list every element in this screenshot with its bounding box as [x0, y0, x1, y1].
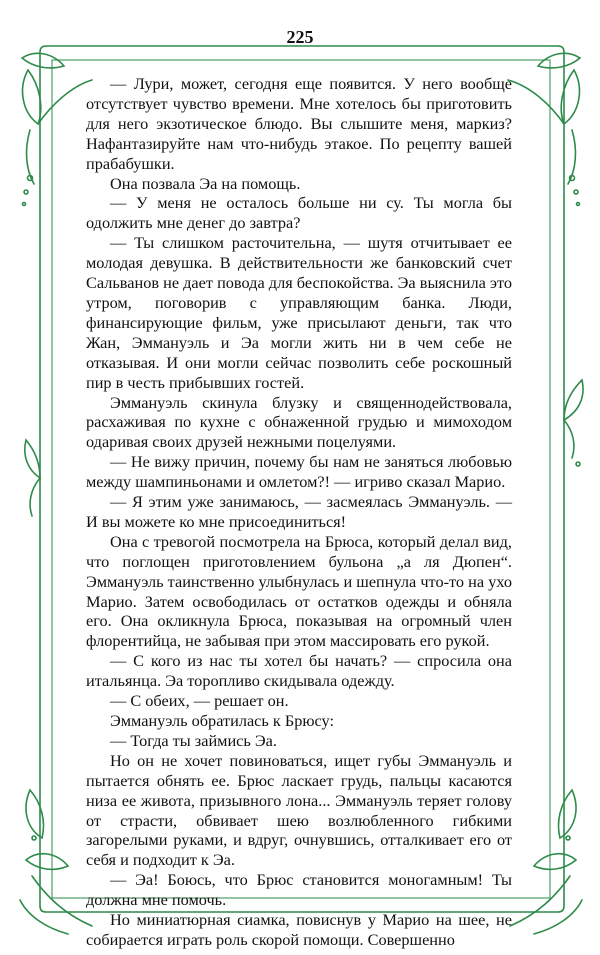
paragraph: — С кого из нас ты хотел бы начать? — спросила она итальянца. Эа торопливо скидывала одежду. [86, 651, 512, 691]
paragraph: Но он не хочет повиноваться, ищет губы Эммануэль и пытается обнять ее. Брюс ласкает грудь, пальцы касаются низа ее живота, призывного лона... Эммануэль теряет голову от страсти, обвивает шею возлюбленного гибкими загорелыми руками, и вдруг, очнувшись, отталкивает его от себя и подходит к Эа. [86, 750, 512, 870]
ornament-bottom-right [559, 790, 577, 838]
ornament-bottom-left [26, 790, 44, 838]
paragraph: Она позвала Эа на помощь. [110, 173, 301, 193]
paragraph: — Тогда ты займись Эа. [110, 730, 277, 750]
ornament-top-left [23, 70, 41, 124]
paragraph: — Лури, может, сегодня еще появится. У него вообще отсутствует чувство времени. Мне хотелось бы приготовить для него экзотическое блюдо. Вы слышите меня, маркиз? Нафантазируйте нам что-нибудь этакое. По рецепту вашей прабабушки. [86, 74, 512, 173]
page-number: 225 [286, 27, 314, 47]
paragraph: — Я этим уже занимаюсь, — засмеялась Эммануэль. — И вы можете ко мне присоединиться! [86, 492, 512, 531]
paragraph: Но миниатюрная сиамка, повиснув у Марио на шее, не собирается играть роль скорой помощи. Совершенно [86, 910, 512, 949]
body-text [86, 74, 512, 950]
paragraph: — Не вижу причин, почему бы нам не заняться любовью между шампиньонами и омлетом?! — игриво сказал Марио. [86, 452, 512, 492]
paragraph: Эммануэль обратилась к Брюсу: [110, 711, 335, 730]
paragraph: — Ты слишком расточительна, — шутя отчитывает ее молодая девушка. В действительности же банковский счет Сальванов не дает повода для беспокойства. Эа выяснила это утром, поговорив с управляющим банка. Люди, финансирующие фильм, уже присылают деньги, так что Жан, Эммануэль и Эа могли жить ни в чем себе не отказывая. И они могли сейчас позволить себе роскошный пир в честь прибывших гостей. [86, 233, 512, 392]
paragraph: — У меня не осталось больше ни су. Ты могла бы одолжить мне денег до завтра? [86, 193, 512, 233]
paragraph: — С обеих, — решает он. [110, 691, 289, 711]
paragraph: — Эа! Боюсь, что Брюс становится моногамным! Ты должна мне помочь. [86, 870, 512, 910]
ornament-right-middle [564, 380, 583, 420]
ornament-left-middle [25, 440, 40, 478]
paragraph: Она с тревогой посмотрела на Брюса, который делал вид, что поглощен приготовлением бульона „а ля Дюпен“. Эммануэль таинственно улыбнулась и шепнула что-то на ухо Марио. Затем освободилась от остатков одежды и обняла его. Она окликнула Брюса, показывая на огромный член флорентийца, не забывая при этом массировать его рукой. [86, 531, 512, 651]
paragraph: Эммануэль скинула блузку и священнодействовала, расхаживая по кухне с обнаженной грудью и мимоходом одаривая своих друзей нежными поцелуями. [86, 392, 512, 452]
